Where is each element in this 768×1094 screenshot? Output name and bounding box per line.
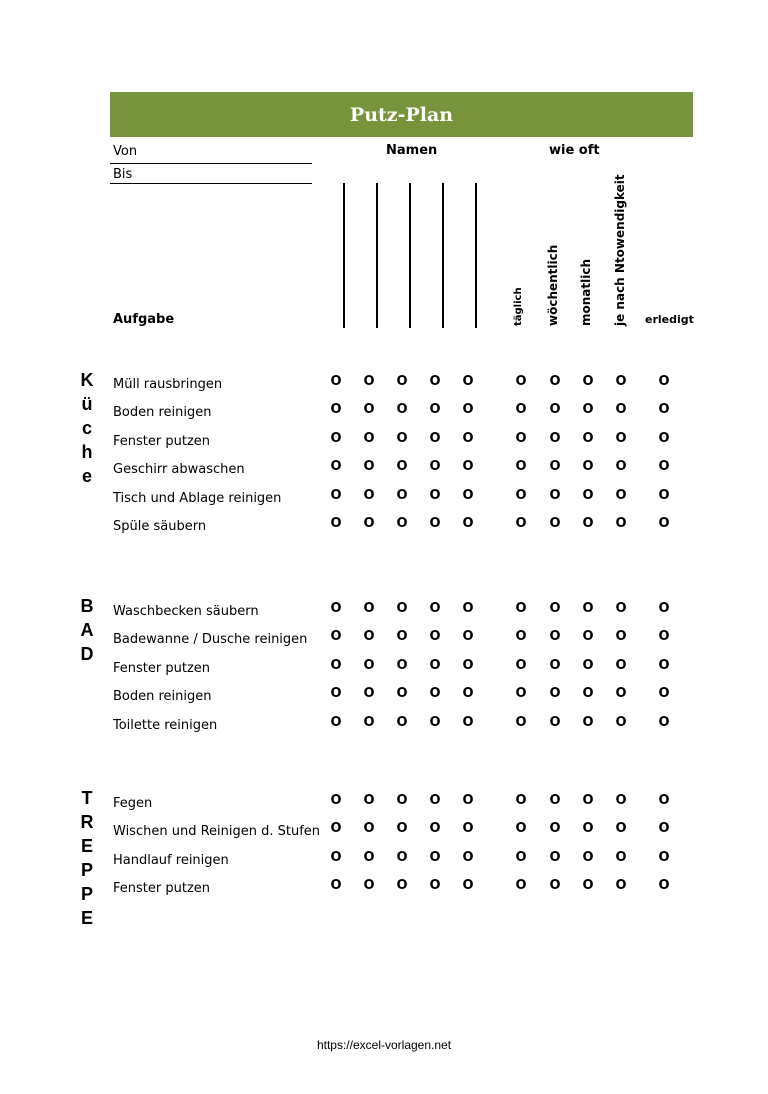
section-label-letter: K	[80, 370, 94, 390]
frequency-checkbox[interactable]: O	[582, 657, 594, 673]
frequency-checkbox[interactable]: O	[582, 629, 594, 645]
section-label	[76, 786, 98, 930]
von-line	[110, 163, 312, 164]
erledigt-checkbox[interactable]: O	[658, 714, 670, 730]
task-label: Toilette reinigen	[113, 717, 218, 733]
frequency-checkbox[interactable]: O	[549, 487, 561, 503]
frequency-checkbox[interactable]: O	[549, 878, 561, 894]
task-label: Badewanne / Dusche reinigen	[113, 632, 308, 648]
section-label-letter: R	[80, 812, 94, 832]
freq-woechentlich-header: wöchentlich	[546, 244, 560, 326]
task-label: Müll rausbringen	[113, 377, 223, 392]
frequency-checkbox[interactable]: O	[582, 516, 594, 531]
task-label: Fenster putzen	[113, 660, 210, 676]
frequency-checkbox[interactable]: O	[582, 793, 594, 808]
frequency-checkbox[interactable]: O	[582, 402, 594, 418]
name-checkbox[interactable]: O	[363, 374, 375, 389]
frequency-checkbox[interactable]: O	[615, 714, 627, 730]
wie-oft-header: wie oft	[549, 143, 600, 158]
section-label	[76, 368, 98, 488]
page-title: Putz-Plan	[110, 92, 693, 137]
name-checkbox[interactable]: O	[330, 374, 342, 389]
name-checkbox[interactable]: O	[363, 430, 375, 446]
task-label: Boden reinigen	[113, 689, 212, 705]
name-checkbox[interactable]: O	[363, 629, 375, 645]
name-checkbox[interactable]: O	[363, 516, 375, 531]
frequency-checkbox[interactable]: O	[582, 430, 594, 446]
name-checkbox[interactable]: O	[462, 793, 474, 808]
task-label: Spüle säubern	[113, 519, 207, 534]
frequency-checkbox[interactable]: O	[549, 402, 561, 418]
frequency-checkbox[interactable]: O	[549, 629, 561, 645]
frequency-checkbox[interactable]: O	[549, 714, 561, 730]
name-checkbox[interactable]: O	[462, 714, 474, 730]
frequency-checkbox[interactable]: O	[615, 849, 627, 865]
name-checkbox[interactable]: O	[396, 459, 408, 475]
task-label: Wischen und Reinigen d. Stufen	[113, 824, 321, 840]
task-label: Boden reinigen	[113, 405, 212, 421]
section-label	[76, 594, 98, 666]
namen-header: Namen	[386, 143, 438, 158]
name-checkbox[interactable]: O	[396, 374, 408, 389]
name-checkbox[interactable]: O	[462, 849, 474, 865]
frequency-checkbox[interactable]: O	[615, 374, 627, 389]
name-checkbox[interactable]: O	[330, 793, 342, 808]
name-checkbox[interactable]: O	[363, 821, 375, 837]
erledigt-checkbox[interactable]: O	[658, 487, 670, 503]
erledigt-checkbox[interactable]: O	[658, 374, 670, 389]
frequency-checkbox[interactable]: O	[615, 402, 627, 418]
frequency-checkbox[interactable]: O	[615, 878, 627, 894]
section-label-letter: ü	[81, 394, 93, 414]
frequency-checkbox[interactable]: O	[615, 430, 627, 446]
frequency-checkbox[interactable]: O	[515, 601, 527, 616]
erledigt-checkbox[interactable]: O	[658, 849, 670, 865]
freq-monatlich-header: monatlich	[579, 258, 593, 326]
name-column-line[interactable]	[343, 183, 345, 328]
frequency-checkbox[interactable]: O	[515, 686, 527, 702]
name-checkbox[interactable]: O	[462, 657, 474, 673]
name-checkbox[interactable]: O	[429, 657, 441, 673]
name-checkbox[interactable]: O	[330, 516, 342, 531]
erledigt-checkbox[interactable]: O	[658, 629, 670, 645]
erledigt-checkbox[interactable]: O	[658, 430, 670, 446]
name-checkbox[interactable]: O	[429, 821, 441, 837]
frequency-checkbox[interactable]: O	[582, 601, 594, 616]
frequency-checkbox[interactable]: O	[615, 516, 627, 531]
name-checkbox[interactable]: O	[330, 459, 342, 475]
name-checkbox[interactable]: O	[330, 601, 342, 616]
frequency-checkbox[interactable]: O	[615, 601, 627, 616]
erledigt-checkbox[interactable]: O	[658, 601, 670, 616]
name-checkbox[interactable]: O	[396, 629, 408, 645]
task-label: Waschbecken säubern	[113, 604, 259, 619]
name-checkbox[interactable]: O	[429, 402, 441, 418]
name-checkbox[interactable]: O	[396, 430, 408, 446]
section-label-letter: A	[80, 620, 94, 640]
frequency-checkbox[interactable]: O	[582, 849, 594, 865]
erledigt-checkbox[interactable]: O	[658, 878, 670, 894]
frequency-checkbox[interactable]: O	[582, 714, 594, 730]
name-checkbox[interactable]: O	[396, 793, 408, 808]
frequency-checkbox[interactable]: O	[515, 821, 527, 837]
frequency-checkbox[interactable]: O	[582, 374, 594, 389]
name-checkbox[interactable]: O	[330, 402, 342, 418]
frequency-checkbox[interactable]: O	[515, 793, 527, 808]
frequency-checkbox[interactable]: O	[615, 629, 627, 645]
section-label-letter: D	[80, 644, 94, 664]
section-label-letter: c	[81, 418, 92, 438]
freq-bedarf-header: je nach Ntowendigkeit	[613, 174, 627, 326]
frequency-checkbox[interactable]: O	[549, 516, 561, 531]
frequency-checkbox[interactable]: O	[515, 374, 527, 389]
name-checkbox[interactable]: O	[429, 849, 441, 865]
name-checkbox[interactable]: O	[429, 878, 441, 894]
name-checkbox[interactable]: O	[363, 487, 375, 503]
erledigt-checkbox[interactable]: O	[658, 516, 670, 531]
task-label: Fegen	[113, 796, 153, 811]
section-label-letter: E	[80, 908, 93, 928]
name-checkbox[interactable]: O	[462, 629, 474, 645]
erledigt-checkbox[interactable]: O	[658, 821, 670, 837]
name-column-line[interactable]	[376, 183, 378, 328]
name-checkbox[interactable]: O	[396, 849, 408, 865]
bis-label: Bis	[113, 167, 133, 182]
name-checkbox[interactable]: O	[429, 686, 441, 702]
name-checkbox[interactable]: O	[462, 430, 474, 446]
frequency-checkbox[interactable]: O	[615, 821, 627, 837]
name-checkbox[interactable]: O	[429, 374, 441, 389]
name-checkbox[interactable]: O	[330, 878, 342, 894]
erledigt-checkbox[interactable]: O	[658, 459, 670, 475]
name-checkbox[interactable]: O	[363, 849, 375, 865]
name-checkbox[interactable]: O	[462, 459, 474, 475]
name-checkbox[interactable]: O	[363, 601, 375, 616]
name-checkbox[interactable]: O	[429, 430, 441, 446]
name-checkbox[interactable]: O	[363, 402, 375, 418]
name-column-line[interactable]	[475, 183, 477, 328]
name-checkbox[interactable]: O	[396, 657, 408, 673]
section-label-letter: T	[81, 788, 93, 808]
frequency-checkbox[interactable]: O	[515, 402, 527, 418]
frequency-checkbox[interactable]: O	[549, 601, 561, 616]
name-checkbox[interactable]: O	[429, 459, 441, 475]
name-checkbox[interactable]: O	[396, 878, 408, 894]
frequency-checkbox[interactable]: O	[515, 878, 527, 894]
name-checkbox[interactable]: O	[429, 516, 441, 531]
frequency-checkbox[interactable]: O	[582, 459, 594, 475]
erledigt-header: erledigt	[645, 313, 694, 326]
frequency-checkbox[interactable]: O	[549, 657, 561, 673]
name-checkbox[interactable]: O	[462, 374, 474, 389]
frequency-checkbox[interactable]: O	[615, 686, 627, 702]
section-label-letter: E	[80, 836, 93, 856]
frequency-checkbox[interactable]: O	[549, 686, 561, 702]
name-checkbox[interactable]: O	[330, 629, 342, 645]
name-checkbox[interactable]: O	[330, 430, 342, 446]
frequency-checkbox[interactable]: O	[615, 459, 627, 475]
section-label-letter: B	[80, 596, 94, 616]
name-checkbox[interactable]: O	[330, 849, 342, 865]
name-checkbox[interactable]: O	[363, 686, 375, 702]
section-label-letter: P	[80, 860, 93, 880]
bis-line	[110, 183, 312, 184]
name-column-line[interactable]	[409, 183, 411, 328]
section-label-letter: h	[81, 442, 93, 462]
frequency-checkbox[interactable]: O	[615, 487, 627, 503]
name-checkbox[interactable]: O	[462, 516, 474, 531]
footer-url[interactable]: https://excel-vorlagen.net	[316, 1038, 452, 1052]
name-checkbox[interactable]: O	[330, 821, 342, 837]
task-label: Fenster putzen	[113, 433, 210, 449]
section-label-letter: e	[81, 466, 92, 486]
erledigt-checkbox[interactable]: O	[658, 657, 670, 673]
frequency-checkbox[interactable]: O	[549, 430, 561, 446]
name-checkbox[interactable]: O	[330, 686, 342, 702]
name-checkbox[interactable]: O	[363, 878, 375, 894]
name-checkbox[interactable]: O	[429, 601, 441, 616]
frequency-checkbox[interactable]: O	[549, 821, 561, 837]
frequency-checkbox[interactable]: O	[615, 657, 627, 673]
erledigt-checkbox[interactable]: O	[658, 686, 670, 702]
name-checkbox[interactable]: O	[330, 487, 342, 503]
von-label: Von	[113, 144, 138, 159]
frequency-checkbox[interactable]: O	[549, 374, 561, 389]
name-checkbox[interactable]: O	[396, 487, 408, 503]
erledigt-checkbox[interactable]: O	[658, 793, 670, 808]
frequency-checkbox[interactable]: O	[615, 793, 627, 808]
name-checkbox[interactable]: O	[363, 793, 375, 808]
frequency-checkbox[interactable]: O	[515, 657, 527, 673]
name-checkbox[interactable]: O	[396, 714, 408, 730]
erledigt-checkbox[interactable]: O	[658, 402, 670, 418]
name-checkbox[interactable]: O	[462, 601, 474, 616]
name-checkbox[interactable]: O	[462, 821, 474, 837]
frequency-checkbox[interactable]: O	[582, 878, 594, 894]
name-checkbox[interactable]: O	[396, 821, 408, 837]
name-checkbox[interactable]: O	[363, 657, 375, 673]
name-checkbox[interactable]: O	[429, 629, 441, 645]
frequency-checkbox[interactable]: O	[582, 821, 594, 837]
name-checkbox[interactable]: O	[429, 487, 441, 503]
name-checkbox[interactable]: O	[396, 402, 408, 418]
frequency-checkbox[interactable]: O	[515, 714, 527, 730]
name-column-line[interactable]	[442, 183, 444, 328]
frequency-checkbox[interactable]: O	[515, 459, 527, 475]
section-label-letter: P	[80, 884, 93, 904]
name-checkbox[interactable]: O	[330, 714, 342, 730]
frequency-checkbox[interactable]: O	[549, 793, 561, 808]
name-checkbox[interactable]: O	[429, 793, 441, 808]
aufgabe-header: Aufgabe	[113, 312, 175, 327]
name-checkbox[interactable]: O	[396, 516, 408, 531]
name-checkbox[interactable]: O	[462, 487, 474, 503]
frequency-checkbox[interactable]: O	[582, 487, 594, 503]
name-checkbox[interactable]: O	[396, 601, 408, 616]
name-checkbox[interactable]: O	[462, 878, 474, 894]
name-checkbox[interactable]: O	[363, 714, 375, 730]
task-label: Tisch und Ablage reinigen	[113, 490, 282, 506]
frequency-checkbox[interactable]: O	[515, 629, 527, 645]
name-checkbox[interactable]: O	[462, 402, 474, 418]
frequency-checkbox[interactable]: O	[515, 516, 527, 531]
name-checkbox[interactable]: O	[429, 714, 441, 730]
name-checkbox[interactable]: O	[363, 459, 375, 475]
frequency-checkbox[interactable]: O	[582, 686, 594, 702]
task-label: Handlauf reinigen	[113, 852, 229, 868]
frequency-checkbox[interactable]: O	[549, 459, 561, 475]
frequency-checkbox[interactable]: O	[515, 430, 527, 446]
name-checkbox[interactable]: O	[330, 657, 342, 673]
name-checkbox[interactable]: O	[396, 686, 408, 702]
freq-taeglich-header: täglich	[513, 287, 524, 326]
frequency-checkbox[interactable]: O	[549, 849, 561, 865]
frequency-checkbox[interactable]: O	[515, 487, 527, 503]
frequency-checkbox[interactable]: O	[515, 849, 527, 865]
task-label: Geschirr abwaschen	[113, 462, 245, 478]
name-checkbox[interactable]: O	[462, 686, 474, 702]
task-label: Fenster putzen	[113, 881, 210, 897]
